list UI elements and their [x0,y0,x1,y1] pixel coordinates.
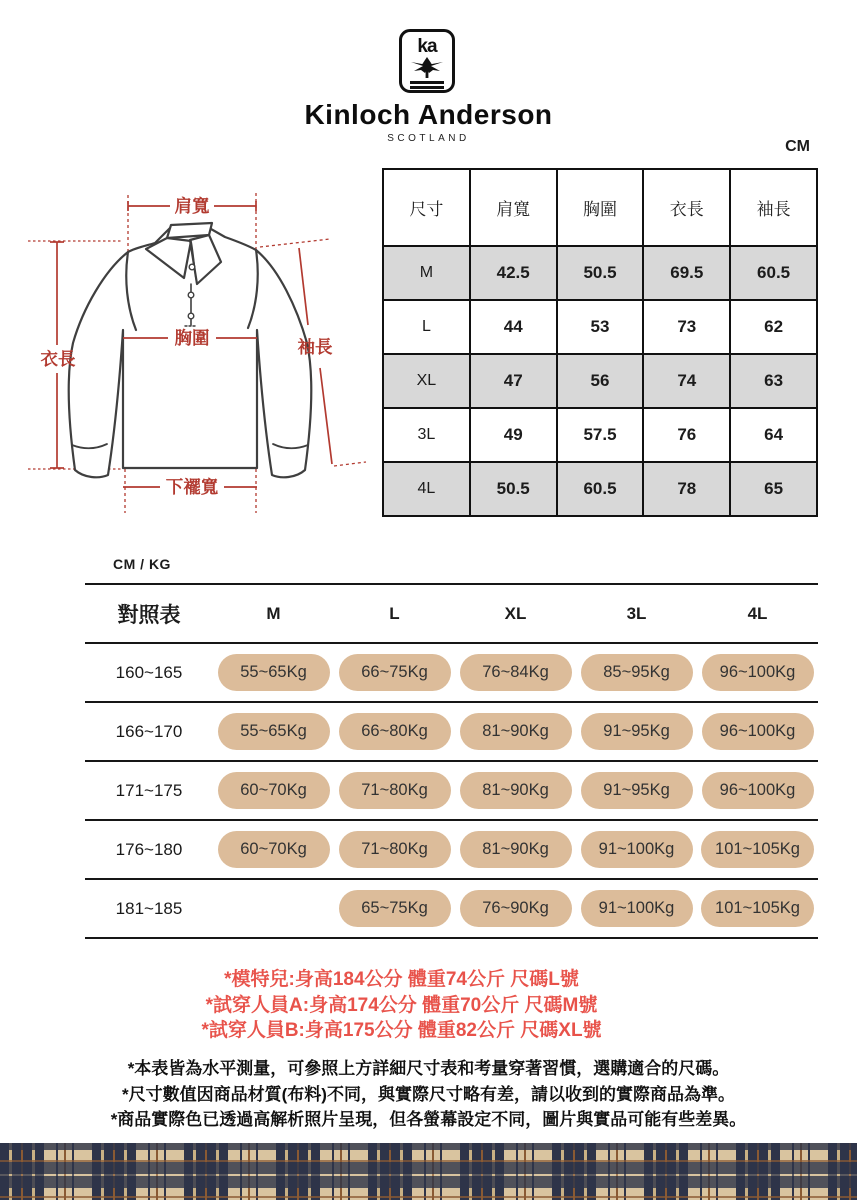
measure-value: 62 [730,300,817,354]
disclaimer: *商品實際色已透過高解析照片呈現，但各螢幕設定不同，圖片與實品可能有些差異。 [110,1110,747,1129]
weight-pill: 60~70Kg [218,772,330,810]
weight-pill: 91~95Kg [581,713,693,751]
diagram-label-length: 衣長 [40,349,76,369]
weight-pill: 91~95Kg [581,772,693,810]
fit-notes [0,967,830,1044]
thistle-icon [407,56,447,80]
size-table-header-cell: 衣長 [643,169,730,246]
height-label: 181~185 [115,898,183,918]
comparison-row [85,644,818,703]
size-table [382,168,818,517]
size-table-row [383,300,817,354]
comparison-column: 4L [747,603,768,623]
weight-pill: 96~100Kg [702,713,814,751]
weight-pill: 81~90Kg [460,713,572,751]
weight-pill: 60~70Kg [218,831,330,869]
comparison-row [85,703,818,762]
weight-pill: 91~100Kg [581,831,693,869]
measure-value: 56 [557,354,644,408]
disclaimers [0,1056,857,1133]
weight-pill: 81~90Kg [460,772,572,810]
unit-label-cm: CM [785,138,810,155]
size-label: 4L [383,462,470,516]
brand-monogram: ka [417,36,437,57]
brand-name: Kinloch Anderson [304,99,553,130]
logo-bars [410,81,444,89]
measure-value: 69.5 [643,246,730,300]
comparison-table [85,583,818,939]
unit-label-cmkg: CM / KG [113,556,171,572]
diagram-label-chest: 胸圍 [174,328,210,348]
weight-pill: 55~65Kg [218,654,330,692]
measure-value: 74 [643,354,730,408]
weight-pill: 91~100Kg [581,890,693,928]
height-label: 171~175 [115,780,183,800]
comparison-column: L [389,603,400,623]
weight-pill: 76~90Kg [460,890,572,928]
comparison-column: XL [504,603,527,623]
height-label: 160~165 [115,662,183,682]
weight-pill: 76~84Kg [460,654,572,692]
comparison-row [85,880,818,939]
measure-value: 76 [643,408,730,462]
comparison-header-row [85,585,818,644]
size-label: M [383,246,470,300]
measure-value: 44 [470,300,557,354]
measure-value: 47 [470,354,557,408]
tartan-footer [0,1143,857,1200]
measure-value: 49 [470,408,557,462]
weight-pill: 96~100Kg [702,772,814,810]
comparison-row [85,762,818,821]
weight-pill: 55~65Kg [218,713,330,751]
diagram-label-shoulder: 肩寬 [174,196,210,216]
brand-logo [399,29,455,93]
fit-note: *模特兒:身高184公分 體重74公斤 尺碼L號 [224,969,579,990]
measure-value: 64 [730,408,817,462]
size-table-header-cell: 袖長 [730,169,817,246]
weight-pill: 71~80Kg [339,831,451,869]
weight-pill: 85~95Kg [581,654,693,692]
measure-value: 73 [643,300,730,354]
fit-note: *試穿人員B:身高175公分 體重82公斤 尺碼XL號 [201,1020,602,1041]
size-table-row [383,462,817,516]
disclaimer: *尺寸數值因商品材質(布料)不同，與實際尺寸略有差，請以收到的實際商品為準。 [122,1084,735,1104]
measure-value: 53 [557,300,644,354]
measure-value: 60.5 [557,462,644,516]
fit-note: *試穿人員A:身高174公分 體重70公斤 尺碼M號 [205,994,598,1016]
diagram-label-hem: 下襬寬 [165,477,219,497]
comparison-column: M [266,603,281,623]
brand-subtitle: SCOTLAND [387,133,470,144]
weight-pill: 66~80Kg [339,713,451,751]
size-table-row [383,354,817,408]
size-label: L [383,300,470,354]
height-label: 166~170 [115,721,183,741]
measure-value: 65 [730,462,817,516]
weight-pill: 71~80Kg [339,772,451,810]
weight-pill: 96~100Kg [702,654,814,692]
measure-value: 57.5 [557,408,644,462]
size-table-row [383,408,817,462]
measure-value: 50.5 [470,462,557,516]
weight-pill: 101~105Kg [701,831,814,869]
weight-pill: 101~105Kg [701,890,814,928]
diagram-label-sleeve: 袖長 [297,337,333,357]
comparison-column: 3L [626,603,647,623]
size-table-row [383,246,817,300]
measure-value: 60.5 [730,246,817,300]
measure-value: 63 [730,354,817,408]
size-table-header-cell: 尺寸 [383,169,470,246]
comparison-row [85,821,818,880]
weight-pill: 65~75Kg [339,890,451,928]
size-table-header-cell: 肩寬 [470,169,557,246]
size-label: XL [383,354,470,408]
size-table-header-row [383,169,817,246]
weight-pill: 66~75Kg [339,654,451,692]
shirt-diagram [20,175,376,527]
comparison-corner-label: 對照表 [117,603,181,627]
weight-pill: 81~90Kg [460,831,572,869]
size-table-header-cell: 胸圍 [557,169,644,246]
height-label: 176~180 [115,839,183,859]
measure-value: 50.5 [557,246,644,300]
size-label: 3L [383,408,470,462]
measure-value: 78 [643,462,730,516]
disclaimer: *本表皆為水平測量，可參照上方詳細尺寸表和考量穿著習慣，選購適合的尺碼。 [127,1059,730,1078]
measure-value: 42.5 [470,246,557,300]
